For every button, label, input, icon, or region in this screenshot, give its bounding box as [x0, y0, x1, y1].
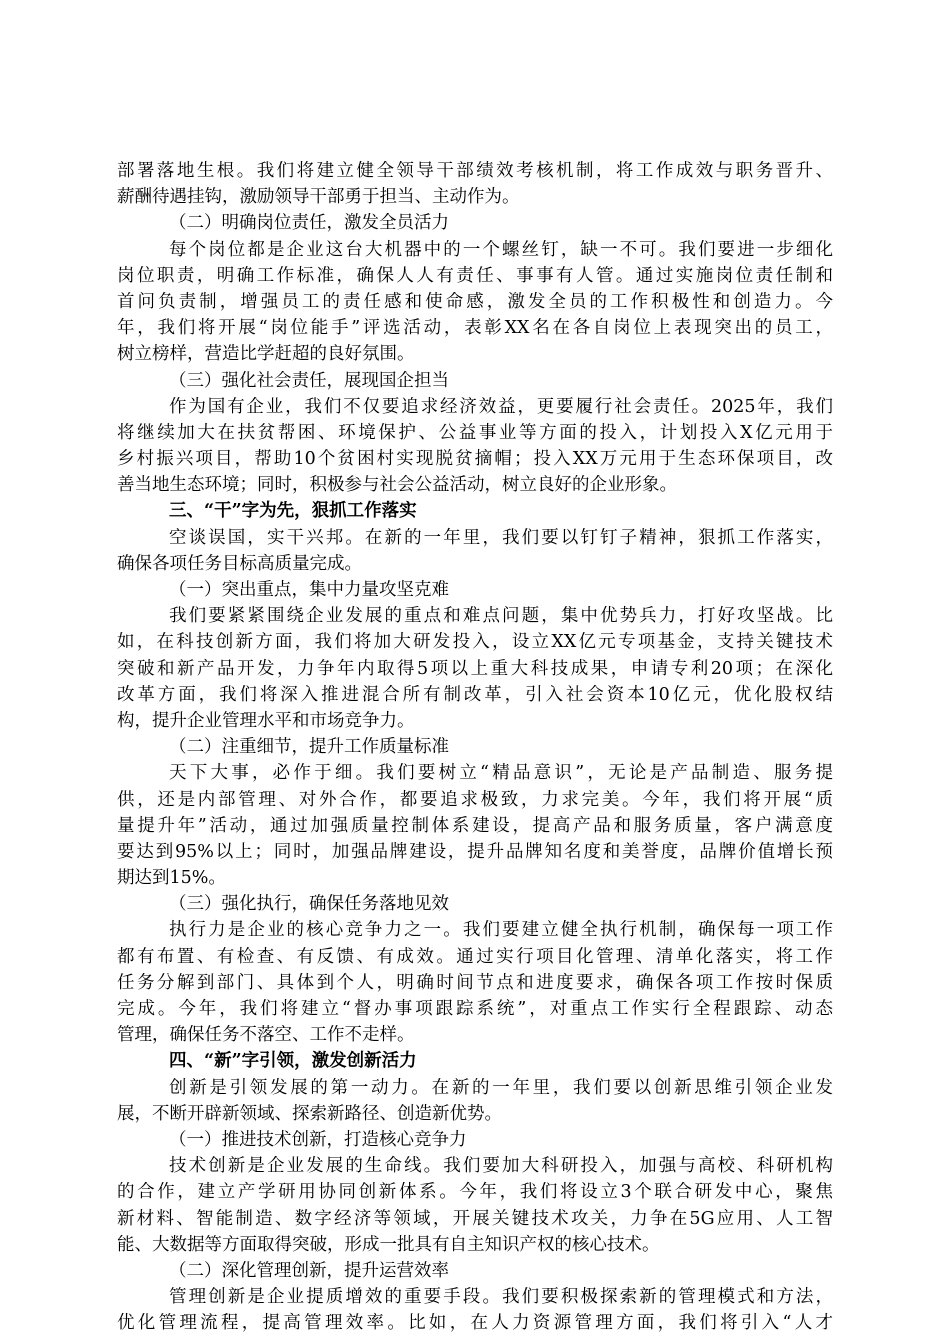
body-text-line: 展，不断开辟新领域、探索新路径、创造新优势。: [117, 1103, 502, 1124]
body-text-line: 的合作，建立产学研用协同创新体系。今年，我们将设立3个联合研发中心，聚焦: [117, 1182, 833, 1203]
body-text-line: 完成。今年，我们将建立“督办事项跟踪系统”，对重点工作实行全程跟踪、动态: [117, 999, 833, 1019]
paragraph-first-line: 我们要紧紧围绕企业发展的重点和难点问题，集中优势兵力，打好攻坚战。比: [169, 606, 833, 627]
subsection-heading: （二）注重细节，提升工作质量标准: [169, 737, 449, 758]
body-text-line: 构，提升企业管理水平和市场竞争力。: [117, 710, 415, 731]
body-text-line: 新材料、智能制造、数字经济等领域，开展关键技术攻关，力争在5G应用、人工智: [117, 1208, 833, 1229]
body-text-line: 将继续加大在扶贫帮困、环境保护、公益事业等方面的投入，计划投入X亿元用于: [117, 422, 833, 443]
paragraph-first-line: 每个岗位都是企业这台大机器中的一个螺丝钉，缺一不可。我们要进一步细化: [169, 239, 833, 260]
body-text-line: 任务分解到部门、具体到个人，明确时间节点和进度要求，确保各项工作按时保质: [117, 972, 833, 993]
body-text-line: 管理，确保任务不落空、工作不走样。: [117, 1025, 415, 1046]
body-text-line: 年，我们将开展“岗位能手”评选活动，表彰XX名在各自岗位上表现突出的员工，: [117, 318, 833, 339]
paragraph-first-line: 空谈误国，实干兴邦。在新的一年里，我们要以钉钉子精神，狠抓工作落实，: [169, 527, 833, 548]
paragraph-first-line: 创新是引领发展的第一动力。在新的一年里，我们要以创新思维引领企业发: [169, 1077, 833, 1098]
subsection-heading: （三）强化社会责任，展现国企担当: [169, 370, 449, 391]
paragraph-first-line: 执行力是企业的核心竞争力之一。我们要建立健全执行机制，确保每一项工作: [169, 920, 833, 941]
body-text-line: 都有布置、有检查、有反馈、有成效。通过实行项目化管理、清单化落实，将工作: [117, 946, 833, 967]
subsection-heading: （二）深化管理创新，提升运营效率: [169, 1260, 449, 1281]
paragraph-first-line: 管理创新是企业提质增效的重要手段。我们要积极探索新的管理模式和方法，: [169, 1287, 833, 1308]
body-text-line: 乡村振兴项目，帮助10个贫困村实现脱贫摘帽；投入XX万元用于生态环保项目，改: [117, 449, 833, 470]
subsection-heading: （二）明确岗位责任，激发全员活力: [169, 213, 449, 234]
body-text-line: 树立榜样，营造比学赶超的良好氛围。: [117, 344, 415, 365]
body-text-line: 供，还是内部管理、对外合作，都要追求极致，力求完美。今年，我们将开展“质: [117, 789, 833, 810]
subsection-heading: （三）强化执行，确保任务落地见效: [169, 894, 449, 915]
paragraph-first-line: 天下大事，必作于细。我们要树立“精品意识”，无论是产品制造、服务提: [169, 763, 833, 784]
body-text-line: 部署落地生根。我们将建立健全领导干部绩效考核机制，将工作成效与职务晋升、: [117, 161, 833, 181]
body-text-line: 确保各项任务目标高质量完成。: [117, 553, 362, 574]
body-text-line: 如，在科技创新方面，我们将加大研发投入，设立XX亿元专项基金，支持关键技术: [117, 632, 833, 653]
body-text-line: 改革方面，我们将深入推进混合所有制改革，引入社会资本10亿元，优化股权结: [117, 684, 833, 705]
body-text-line: 善当地生态环境；同时，积极参与社会公益活动，树立良好的企业形象。: [117, 475, 677, 496]
document-page: [117, 158, 833, 1336]
section-heading: 四、“新”字引领，激发创新活力: [169, 1051, 417, 1072]
body-text-line: 要达到95%以上；同时，加强品牌建设，提升品牌知名度和美誉度，品牌价值增长预: [117, 841, 833, 862]
body-text-line: 量提升年”活动，通过加强质量控制体系建设，提高产品和服务质量，客户满意度: [117, 815, 833, 836]
body-text-line: 期达到15%。: [117, 868, 226, 889]
paragraph-first-line: 作为国有企业，我们不仅要追求经济效益，更要履行社会责任。2025年，我们: [169, 396, 833, 417]
body-text-line: 岗位职责，明确工作标准，确保人人有责任、事事有人管。通过实施岗位责任制和: [117, 265, 833, 286]
body-text-line: 能、大数据等方面取得突破，形成一批具有自主知识产权的核心技术。: [117, 1234, 660, 1255]
section-heading: 三、“干”字为先，狠抓工作落实: [169, 501, 417, 522]
subsection-heading: （一）推进技术创新，打造核心竞争力: [169, 1129, 467, 1150]
body-text-line: 突破和新产品开发，力争年内取得5项以上重大科技成果，申请专利20项；在深化: [117, 658, 833, 679]
body-text-line: 首问负责制，增强员工的责任感和使命感，激发全员的工作积极性和创造力。今: [117, 291, 833, 312]
body-text-line: 优化管理流程，提高管理效率。比如，在人力资源管理方面，我们将引入“人才: [117, 1313, 833, 1334]
paragraph-first-line: 技术创新是企业发展的生命线。我们要加大科研投入，加强与高校、科研机构: [169, 1156, 833, 1177]
body-text-line: 薪酬待遇挂钩，激励领导干部勇于担当、主动作为。: [117, 187, 520, 208]
subsection-heading: （一）突出重点，集中力量攻坚克难: [169, 580, 449, 600]
